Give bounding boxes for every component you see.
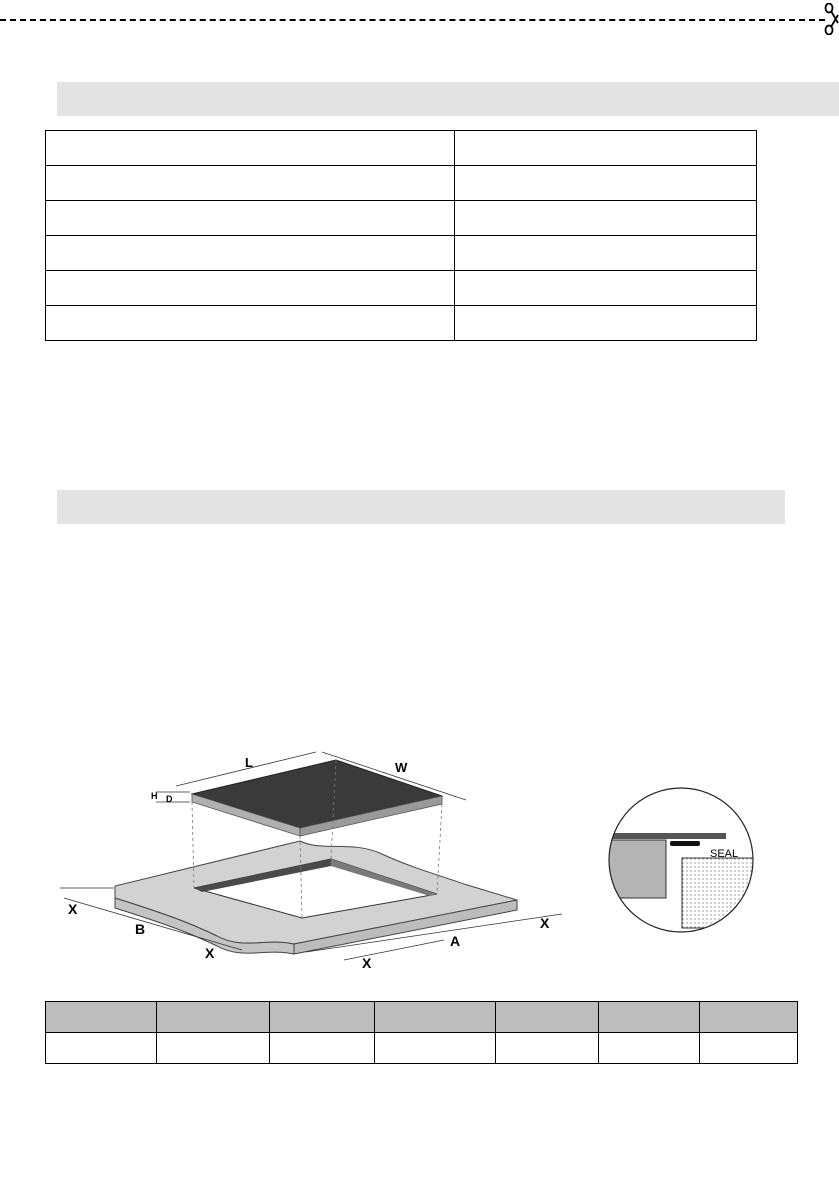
table-row [46, 131, 757, 166]
glass-edge [606, 833, 726, 839]
table-cell [455, 131, 757, 166]
cutout-installation-diagram [52, 748, 572, 980]
table-row [46, 1033, 798, 1064]
table-cell [46, 131, 455, 166]
dimensions-table [45, 1001, 798, 1064]
table-row [46, 166, 757, 201]
table-header-cell [270, 1002, 375, 1033]
table-cell [599, 1033, 700, 1064]
table-cell [700, 1033, 798, 1064]
label-d: D [166, 794, 173, 804]
table-cell [270, 1033, 375, 1064]
table-cell [46, 201, 455, 236]
table-cell [455, 166, 757, 201]
label-h: H [151, 791, 158, 801]
label-x-right: X [540, 915, 550, 931]
specification-table [45, 130, 757, 341]
table-header-row [46, 1002, 798, 1033]
table-cell [455, 271, 757, 306]
label-x-bottom: X [362, 955, 372, 971]
section-header-bar-1 [57, 82, 839, 116]
seal-strip [670, 841, 700, 846]
table-row [46, 271, 757, 306]
table-cell [375, 1033, 496, 1064]
table-cell [157, 1033, 270, 1064]
label-w: W [395, 760, 408, 775]
table-cell [496, 1033, 599, 1064]
label-x-bottom-left: X [205, 945, 215, 961]
table-header-cell [599, 1002, 700, 1033]
label-l: L [245, 755, 253, 770]
table-header-cell [46, 1002, 157, 1033]
table-cell [46, 1033, 157, 1064]
seal-detail-diagram [606, 786, 756, 934]
table-row [46, 236, 757, 271]
table-header-cell [157, 1002, 270, 1033]
table-cell [455, 201, 757, 236]
table-header-cell [496, 1002, 599, 1033]
label-b: B [135, 921, 146, 937]
seal-label: SEAL [710, 848, 739, 860]
table-cell [455, 306, 757, 341]
cut-line [0, 19, 825, 21]
scissors-icon [824, 3, 839, 35]
label-a: A [450, 933, 461, 949]
table-cell [46, 306, 455, 341]
table-row [46, 201, 757, 236]
label-x-left: X [68, 901, 78, 917]
table-header-cell [375, 1002, 496, 1033]
table-cell [455, 236, 757, 271]
section-header-bar-2 [57, 490, 785, 524]
table-header-cell [700, 1002, 798, 1033]
table-cell [46, 236, 455, 271]
table-row [46, 306, 757, 341]
table-cell [46, 271, 455, 306]
table-cell [46, 166, 455, 201]
